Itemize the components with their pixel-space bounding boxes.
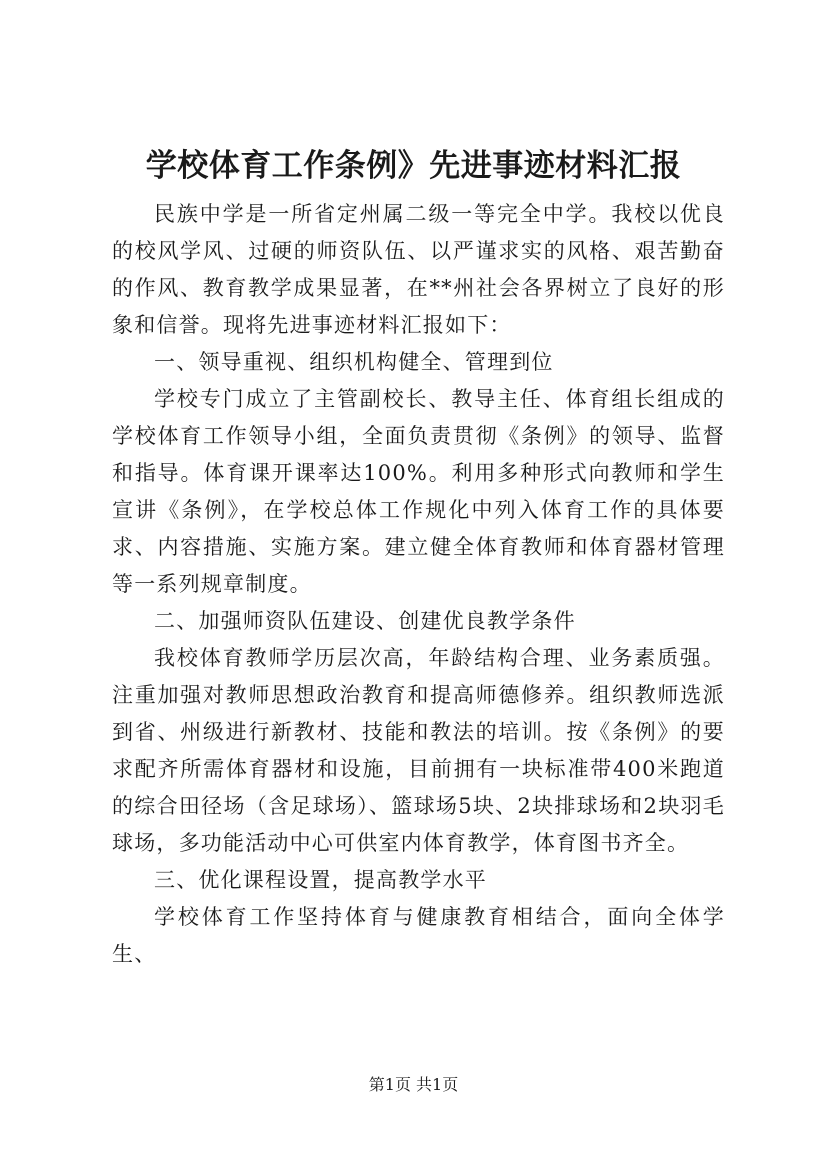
section-heading-3: 三、优化课程设置，提高教学水平 [154, 868, 487, 892]
document-body [112, 196, 725, 973]
page-footer: 第1页 共1页 [368, 1075, 459, 1094]
paragraph-section-3: 学校体育工作坚持体育与健康教育相结合，面向全体学生、 [112, 905, 725, 966]
paragraph-section-1: 学校专门成立了主管副校长、教导主任、体育组长组成的学校体育工作领导小组，全面负责贯彻《条例》的领导、监督和指导。体育课开课率达100%。利用多种形式向教师和学生宣讲《条例》，在学校总体工作规化中列入体育工作的具体要求、内容措施、实施方案。建立健全体育教师和体育器材管理等一系列规章制度。 [112, 387, 725, 596]
document-title: 学校体育工作条例》先进事迹材料汇报 [145, 148, 682, 184]
section-heading-1: 一、领导重视、组织机构健全、管理到位 [154, 350, 554, 374]
section-heading-2: 二、加强师资队伍建设、创建优良教学条件 [154, 609, 576, 633]
paragraph-section-2: 我校体育教师学历层次高，年龄结构合理、业务素质强。注重加强对教师思想政治教育和提高师德修养。组织教师选派到省、州级进行新教材、技能和教法的培训。按《条例》的要求配齐所需体育器材和设施，目前拥有一块标准带400米跑道的综合田径场（含足球场）、篮球场5块、2块排球场和2块羽毛球场，多功能活动中心可供室内体育教学，体育图书齐全。 [112, 646, 725, 855]
paragraph-intro: 民族中学是一所省定州属二级一等完全中学。我校以优良的校风学风、过硬的师资队伍、以严谨求实的风格、艰苦勤奋的作风、教育教学成果显著，在**州社会各界树立了良好的形象和信誉。现将先进事迹材料汇报如下： [112, 202, 725, 337]
